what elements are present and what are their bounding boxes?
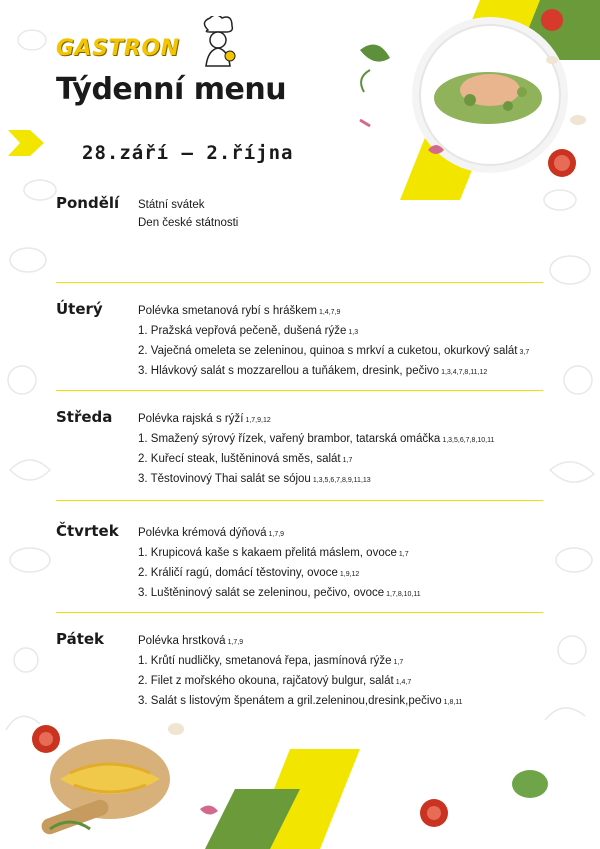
menu-line: 2. Králičí ragú, domácí těstoviny, ovoce 1,9,12 xyxy=(138,567,360,579)
menu-line: 2. Filet z mořského okouna, rajčatový bulgur, salát 1,4,7 xyxy=(138,675,412,687)
allergens: 1,4,7 xyxy=(395,679,412,686)
menu-line: 1. Krupicová kaše s kakaem přelitá máslem, ovoce 1,7 xyxy=(138,547,409,559)
page-title: Týdenní menu xyxy=(56,72,287,107)
allergens: 1,3,5,6,7,8,9,11,13 xyxy=(312,477,371,484)
menu-line: 3. Luštěninový salát se zeleninou, pečivo, ovoce 1,7,8,10,11 xyxy=(138,587,421,599)
day-name: Úterý xyxy=(56,300,103,318)
divider xyxy=(56,282,543,283)
menu-line: 3. Těstovinový Thai salát se sójou 1,3,5,6,7,8,9,11,13 xyxy=(138,473,371,485)
allergens: 1,4,7,9 xyxy=(318,309,341,316)
allergens: 1,7,9,12 xyxy=(245,417,271,424)
menu-line: 2. Kuřecí steak, luštěninová směs, salát 1,7 xyxy=(138,453,353,465)
brand-name: GASTRON xyxy=(56,36,180,61)
allergens: 1,7,8,10,11 xyxy=(386,591,421,598)
allergens: 3,7 xyxy=(519,349,530,356)
menu-line: Polévka hrstková 1,7,9 xyxy=(138,635,244,647)
date-range: 28.září – 2.října xyxy=(82,142,294,164)
menu-line: Polévka rajská s rýží 1,7,9,12 xyxy=(138,413,271,425)
allergens: 1,7 xyxy=(393,659,404,666)
day-name: Čtvrtek xyxy=(56,522,119,540)
allergens: 1,7 xyxy=(398,551,409,558)
day-items xyxy=(138,302,558,382)
day-monday xyxy=(56,194,546,254)
day-wednesday xyxy=(56,408,546,488)
menu-line: 1. Krůtí nudličky, smetanová řepa, jasmínová rýže 1,7 xyxy=(138,655,404,667)
menu-line: 2. Vaječná omeleta se zeleninou, quinoa s mrkví a cuketou, okurkový salát 3,7 xyxy=(138,345,530,357)
day-items xyxy=(138,196,558,232)
menu-line: 1. Pražská vepřová pečeně, dušená rýže 1,3 xyxy=(138,325,359,337)
allergens: 1,7,9 xyxy=(268,531,285,538)
day-name: Pondělí xyxy=(56,194,120,212)
menu-line: 3. Hlávkový salát s mozzarellou a tuňákem, dresink, pečivo 1,3,4,7,8,11,12 xyxy=(138,365,488,377)
day-items xyxy=(138,524,558,604)
menu-line: 1. Smažený sýrový řízek, vařený brambor, tatarská omáčka 1,3,5,6,7,8,10,11 xyxy=(138,433,495,445)
allergens: 1,8,11 xyxy=(443,699,463,706)
divider xyxy=(56,500,543,501)
day-tuesday xyxy=(56,300,546,380)
day-name: Středa xyxy=(56,408,113,426)
divider xyxy=(56,390,543,391)
menu-line: Polévka krémová dýňová 1,7,9 xyxy=(138,527,285,539)
day-friday xyxy=(56,630,546,710)
divider xyxy=(56,612,543,613)
allergens: 1,7,9 xyxy=(227,639,244,646)
gastron-logo xyxy=(56,22,256,70)
chef-icon xyxy=(196,16,242,68)
day-name: Pátek xyxy=(56,630,105,648)
bottom-food-graphic xyxy=(0,709,600,849)
allergens: 1,3 xyxy=(348,329,359,336)
allergens: 1,9,12 xyxy=(339,571,360,578)
day-thursday xyxy=(56,522,546,602)
allergens: 1,3,4,7,8,11,12 xyxy=(441,369,488,376)
allergens: 1,3,5,6,7,8,10,11 xyxy=(442,437,495,444)
allergens: 1,7 xyxy=(342,457,353,464)
day-items xyxy=(138,410,558,490)
day-items xyxy=(138,632,558,712)
menu-line: 3. Salát s listovým špenátem a gril.zeleninou,dresink,pečivo 1,8,11 xyxy=(138,695,463,707)
menu-line: Státní svátek xyxy=(138,199,205,211)
menu-line: Polévka smetanová rybí s hráškem 1,4,7,9 xyxy=(138,305,341,317)
menu-line: Den české státnosti xyxy=(138,217,239,229)
arrow-decoration xyxy=(8,130,44,156)
